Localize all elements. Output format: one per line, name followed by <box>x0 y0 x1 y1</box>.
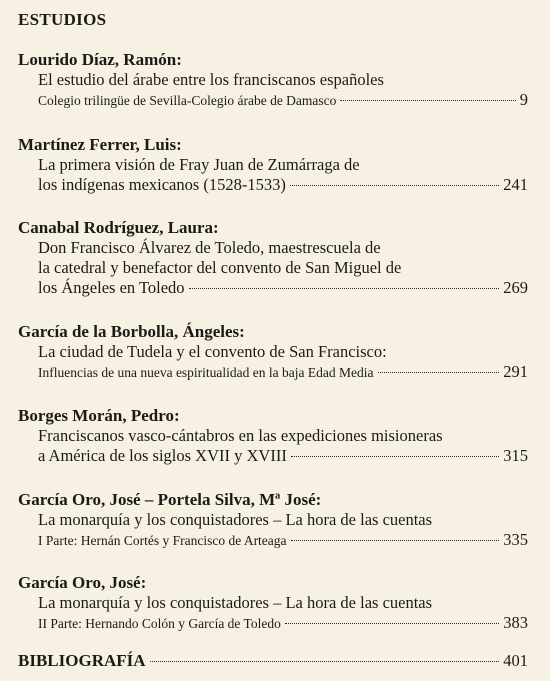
page-number: 269 <box>503 278 528 297</box>
toc-entry <box>18 322 528 383</box>
entry-subtitle: los indígenas mexicanos (1528-1533) <box>38 175 286 194</box>
page-number: 291 <box>503 362 528 381</box>
entry-last-line <box>38 278 528 298</box>
page-number: 383 <box>503 613 528 632</box>
page-number: 9 <box>519 90 528 109</box>
dot-leader <box>150 661 500 662</box>
dot-leader <box>285 623 499 624</box>
page-number: 241 <box>503 175 528 194</box>
page-number: 335 <box>503 530 528 549</box>
toc-entry <box>18 406 528 466</box>
entry-last-line <box>38 530 528 551</box>
entry-author: Borges Morán, Pedro: <box>18 406 180 425</box>
entry-title-line: La primera visión de Fray Juan de Zumárraga de <box>38 155 360 174</box>
entry-title-line: La ciudad de Tudela y el convento de San Francisco: <box>38 342 387 361</box>
entry-last-line <box>38 613 528 634</box>
entry-subtitle: I Parte: Hernán Cortés y Francisco de Arteaga <box>38 533 287 548</box>
entry-author: Lourido Díaz, Ramón: <box>18 50 182 69</box>
entry-last-line <box>38 446 528 466</box>
entry-author: García de la Borbolla, Ángeles: <box>18 322 245 341</box>
entry-author: García Oro, José: <box>18 573 147 592</box>
page-number: 315 <box>503 446 528 465</box>
entry-title-line: La monarquía y los conquistadores – La hora de las cuentas <box>38 593 433 612</box>
entry-title-line: Don Francisco Álvarez de Toledo, maestrescuela de <box>38 238 381 257</box>
entry-title-line: La monarquía y los conquistadores – La hora de las cuentas <box>38 510 433 529</box>
entry-author: García Oro, José – Portela Silva, Mª José: <box>18 490 322 509</box>
entry-subtitle: Colegio trilingüe de Sevilla-Colegio árabe de Damasco <box>38 93 337 108</box>
entry-subtitle: II Parte: Hernando Colón y García de Toledo <box>38 616 281 631</box>
entry-last-line <box>38 362 528 383</box>
toc-entry <box>18 490 528 551</box>
dot-leader <box>189 288 500 289</box>
entry-last-line <box>38 175 528 195</box>
toc-entry <box>18 573 528 634</box>
toc-entry <box>18 50 528 111</box>
entry-author: Canabal Rodríguez, Laura: <box>18 218 219 237</box>
entry-title-line: la catedral y benefactor del convento de San Miguel de <box>38 258 402 277</box>
page-number: 401 <box>503 651 528 670</box>
entry-title-line: Franciscanos vasco-cántabros en las expediciones misioneras <box>38 426 443 445</box>
entry-last-line <box>38 90 528 111</box>
bibliography-label: BIBLIOGRAFÍA <box>18 651 146 670</box>
dot-leader <box>378 372 500 373</box>
dot-leader <box>291 540 500 541</box>
toc-entry <box>18 218 528 298</box>
bibliography-entry <box>18 651 528 671</box>
entry-author: Martínez Ferrer, Luis: <box>18 135 182 154</box>
entry-title-line: El estudio del árabe entre los franciscanos españoles <box>38 70 384 89</box>
dot-leader <box>340 100 515 101</box>
section-title: ESTUDIOS <box>18 10 107 29</box>
dot-leader <box>291 456 499 457</box>
entry-subtitle: los Ángeles en Toledo <box>38 278 185 297</box>
toc-entry <box>18 135 528 195</box>
entry-subtitle: Influencias de una nueva espiritualidad en la baja Edad Media <box>38 365 374 380</box>
entry-subtitle: a América de los siglos XVII y XVIII <box>38 446 287 465</box>
dot-leader <box>290 185 499 186</box>
